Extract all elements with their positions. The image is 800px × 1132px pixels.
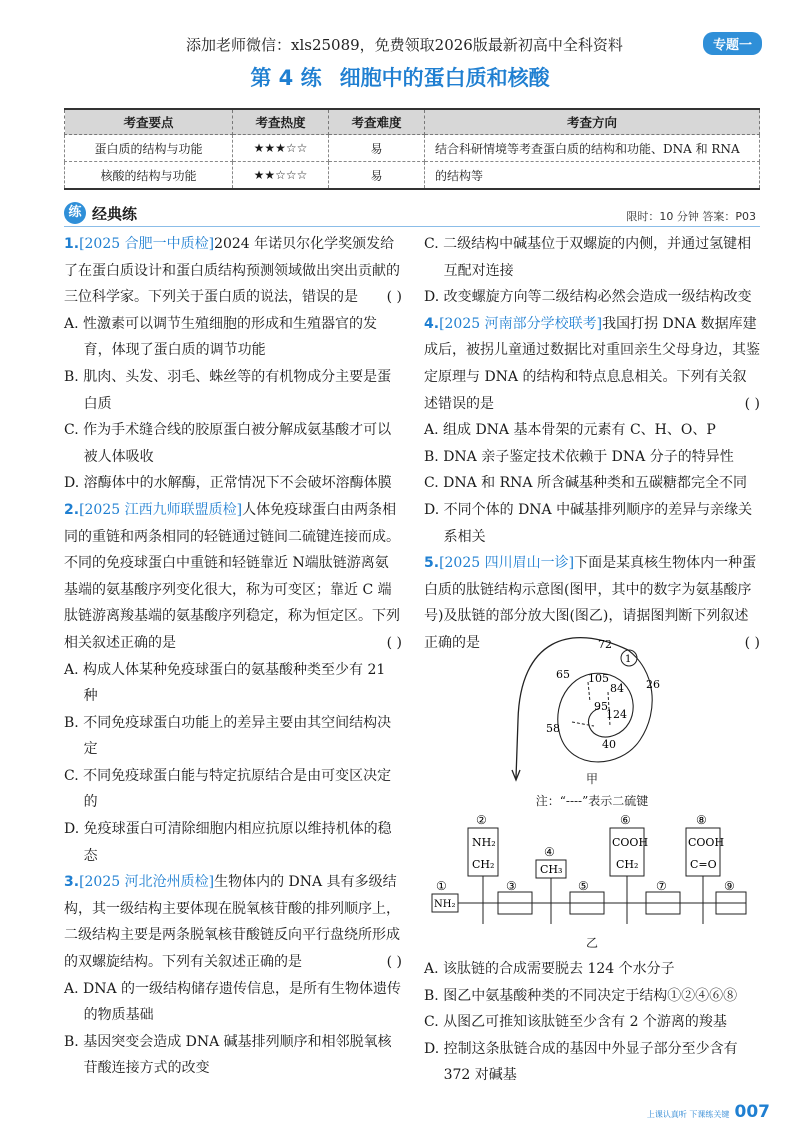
question-text: 我国打拐 DNA 数据库 (602, 315, 743, 332)
question-text: 相同的重链和两条相同的轻链通过链间二硫键连 (64, 501, 397, 545)
answer-option: B. 基因突变会造成 DNA 碱基排列顺序和相邻脱氧核苷酸连接方式的改变 (64, 1033, 392, 1077)
answer-option: A. 性激素可以调节生殖细胞的形成和生殖器官的发育，体现了蛋白质的调节功能 (64, 315, 378, 359)
right-column (424, 231, 760, 657)
section-header (64, 202, 760, 227)
question-source: [2025 河南部分学校联考] (439, 315, 603, 332)
question-source: [2025 合肥一中质检] (79, 236, 215, 252)
residue-label: 72 (598, 638, 612, 651)
section-title: 经典练 (92, 205, 138, 223)
disulfide-bond (588, 682, 590, 702)
page-number-badge (647, 1102, 770, 1122)
question-text: 形成的双螺旋结构。下列有关叙述正确的是 (64, 927, 400, 971)
answer-option: D. 不同个体的 DNA 中碱基排列顺序的差异与亲缘关系相关 (424, 501, 753, 545)
residue-label: 40 (602, 738, 616, 751)
answer-option: C. 不同免疫球蛋白能与特定抗原结合是由可变区决定的 (64, 767, 392, 811)
answer-option: B. 肌肉、头发、羽毛、蛛丝等的有机物成分主要是蛋白质 (64, 368, 392, 412)
answer-bracket: ( ) (386, 289, 402, 306)
answer-option: C. DNA 和 RNA 所含碱基种类和五碳糖都完全不同 (424, 475, 747, 492)
table-row (65, 162, 760, 190)
r-group-text: NH₂ (472, 836, 496, 849)
circled-number: ⑤ (578, 879, 589, 893)
question-text: 构，其一级结构主要体现在脱氧核苷酸的排列顺序上， (64, 900, 400, 917)
question-stem (64, 497, 402, 657)
question-text: 基酸序号)及肽链的部分放大图(图乙)，请据图判 (424, 581, 752, 625)
table-cell: 核酸的结构与功能 (65, 162, 233, 190)
left-column (64, 231, 402, 1082)
question-source: [2025 河北沧州质检] (79, 874, 215, 891)
r-group-text: CH₂ (472, 858, 495, 871)
r-group-text: COOH (688, 836, 725, 849)
circled-number: ⑨ (724, 879, 735, 893)
question-text: 人体免疫球蛋白由两条 (242, 501, 383, 518)
residue-label: 105 (588, 672, 609, 685)
chapter-tag: 专题一 (703, 32, 762, 55)
r-group-text: CH₂ (616, 858, 639, 871)
answer-option: A. 组成 DNA 基本骨架的元素有 C、H、O、P (424, 422, 716, 439)
question-text: 二级结构主要是两条脱氧核苷酸链反向平行盘绕所 (64, 927, 372, 944)
amino-end-text: NH₂ (434, 899, 456, 910)
table-header: 考查方向 (425, 109, 760, 135)
question-text: 边，其鉴定原理与 DNA 的结构和特点息息相关。 (424, 342, 760, 385)
question-text: 接而成。不同的免疫球蛋白中重链和轻链靠近 N (64, 528, 400, 572)
residue-label: 124 (606, 708, 627, 721)
figure-a-note: 注：“----”表示二硫键 (535, 794, 649, 808)
table-cell: 蛋白质的结构与功能 (65, 135, 233, 162)
lesson-title: 细胞中的蛋白质和核酸 (339, 66, 550, 90)
residue-label: 84 (610, 682, 624, 695)
answer-bracket: ( ) (744, 395, 760, 412)
answer-option: A. 该肽链的合成需要脱去 124 个水分子 (424, 961, 675, 977)
table-header: 考查要点 (65, 109, 233, 135)
figure-b-caption: 乙 (585, 936, 598, 950)
question-text: 2024 年诺贝尔化学奖颁发给 (214, 236, 395, 252)
answer-option: C. 二级结构中碱基位于双螺旋的内侧，并通过氢键相互配对连接 (424, 236, 752, 279)
circled-number: ① (436, 879, 447, 893)
residue-label: 26 (646, 678, 660, 691)
question-source: [2025 四川眉山一诊] (439, 555, 575, 572)
answer-bracket: ( ) (386, 954, 402, 971)
question-stem (64, 231, 402, 311)
answer-option: A. 构成人体某种免疫球蛋白的氨基酸种类至少有 21 种 (64, 661, 386, 705)
question-number: 4. (424, 315, 440, 332)
table-cell: 易 (329, 135, 425, 162)
table-cell: ★★☆☆☆ (233, 162, 329, 190)
circled-number: ⑦ (656, 879, 667, 893)
right-column-options (424, 956, 760, 1089)
question-text: 定，称为恒定区。下列相关叙述正确的是 (64, 608, 400, 651)
practice-icon: 练 (64, 202, 86, 224)
table-cell: 的结构等 (425, 162, 760, 190)
answer-option: D. 免疫球蛋白可清除细胞内相应抗原以维持机体的稳态 (64, 821, 392, 864)
table-row (65, 135, 760, 162)
r-group-text: COOH (612, 836, 649, 849)
question-number: 5. (424, 555, 440, 572)
residue-label: 1 (625, 654, 632, 665)
question-text: 贡献的三位科学家。下列关于蛋白质的说法，错误 (64, 262, 400, 306)
question-stem (424, 311, 760, 417)
question-number: 3. (64, 874, 80, 891)
question-text: 下列有关叙述错误的是 (424, 368, 747, 412)
question-text: 变区；靠近 C 端肽链游离羧基端的氨基酸序列稳 (64, 581, 392, 625)
question-number: 2. (64, 501, 80, 518)
answer-option: B. DNA 亲子鉴定技术依赖于 DNA 分子的特异性 (424, 448, 734, 465)
answer-option: C. 作为手术缝合线的胶原蛋白被分解成氨基酸才可以被人体吸收 (64, 422, 392, 465)
table-header: 考查难度 (329, 109, 425, 135)
question-text: 蛋白质的肽链结构示意图(图甲，其中的数字为氨 (424, 555, 757, 598)
section-meta: 限时：10 分钟 答案：P03 (626, 210, 756, 223)
requirements-table (64, 108, 760, 190)
question-stem (64, 869, 402, 975)
figure-a-caption: 甲 (585, 772, 598, 786)
residue-label: 95 (594, 700, 608, 713)
table-cell: ★★★☆☆ (233, 135, 329, 162)
circled-number: ② (476, 813, 487, 827)
page-number: 007 (734, 1102, 770, 1122)
lesson-number: 第 4 练 (250, 66, 322, 90)
table-cell: 易 (329, 162, 425, 190)
answer-option: B. 不同免疫球蛋白功能上的差异主要由其空间结构决定 (64, 714, 392, 758)
answer-option: C. 从图乙可推知该肽链至少含有 2 个游离的羧基 (424, 1014, 727, 1031)
residue-label: 58 (546, 722, 560, 735)
question-text: 端肽链游离氨基端的氨基酸序列变化很大，称为可 (64, 555, 389, 598)
circled-number: ③ (506, 879, 517, 893)
question-source: [2025 江西九师联盟质检] (79, 501, 243, 518)
disulfide-bond (572, 722, 594, 726)
answer-option: D. 控制这条肽链合成的基因中外显子部分至少含有 372 对碱基 (424, 1040, 738, 1084)
table-header: 考查热度 (233, 109, 329, 135)
question-text: 下面是某真核生物体内一种 (574, 555, 743, 572)
residue-label: 65 (556, 668, 570, 681)
page-title (0, 62, 800, 92)
figure-b (428, 812, 758, 934)
question-text: 的是 (330, 289, 358, 306)
r-group-text: C=O (690, 858, 717, 871)
answer-bracket: ( ) (744, 634, 760, 651)
answer-option: D. 改变螺旋方向等二级结构必然会造成一级结构改变 (424, 289, 752, 306)
answer-bracket: ( ) (386, 634, 402, 651)
circled-number: ⑧ (696, 813, 707, 827)
header-note: 添加老师微信：xls25089，免费领取2026版最新初高中全科资料 (186, 36, 623, 54)
footer-slogan: 上课认真听 下课练关键 (646, 1110, 730, 1119)
r-group-text: CH₃ (540, 863, 563, 876)
circled-number: ④ (544, 845, 555, 859)
question-text: 建成后，被拐儿童通过数据比对重回亲生父母身 (424, 315, 757, 359)
question-text: 生物体内的 DNA 具有多级结 (214, 874, 397, 891)
table-cell: 结合科研情境等考查蛋白质的结构和功能、DNA 和 RNA (425, 135, 760, 162)
answer-option: B. 图乙中氨基酸种类的不同决定于结构①②④⑥⑧ (424, 987, 738, 1004)
question-text: 了在蛋白质设计和蛋白质结构预测领域做出突出 (64, 262, 358, 279)
question-number: 1. (64, 236, 80, 252)
circled-number: ⑥ (620, 813, 631, 827)
answer-option: D. 溶酶体中的水解酶，正常情况下不会破坏溶酶体膜 (64, 475, 392, 492)
question-text: 断下列叙述正确的是 (424, 608, 749, 651)
answer-option: A. DNA 的一级结构储存遗传信息，是所有生物体遗传的物质基础 (64, 980, 402, 1024)
